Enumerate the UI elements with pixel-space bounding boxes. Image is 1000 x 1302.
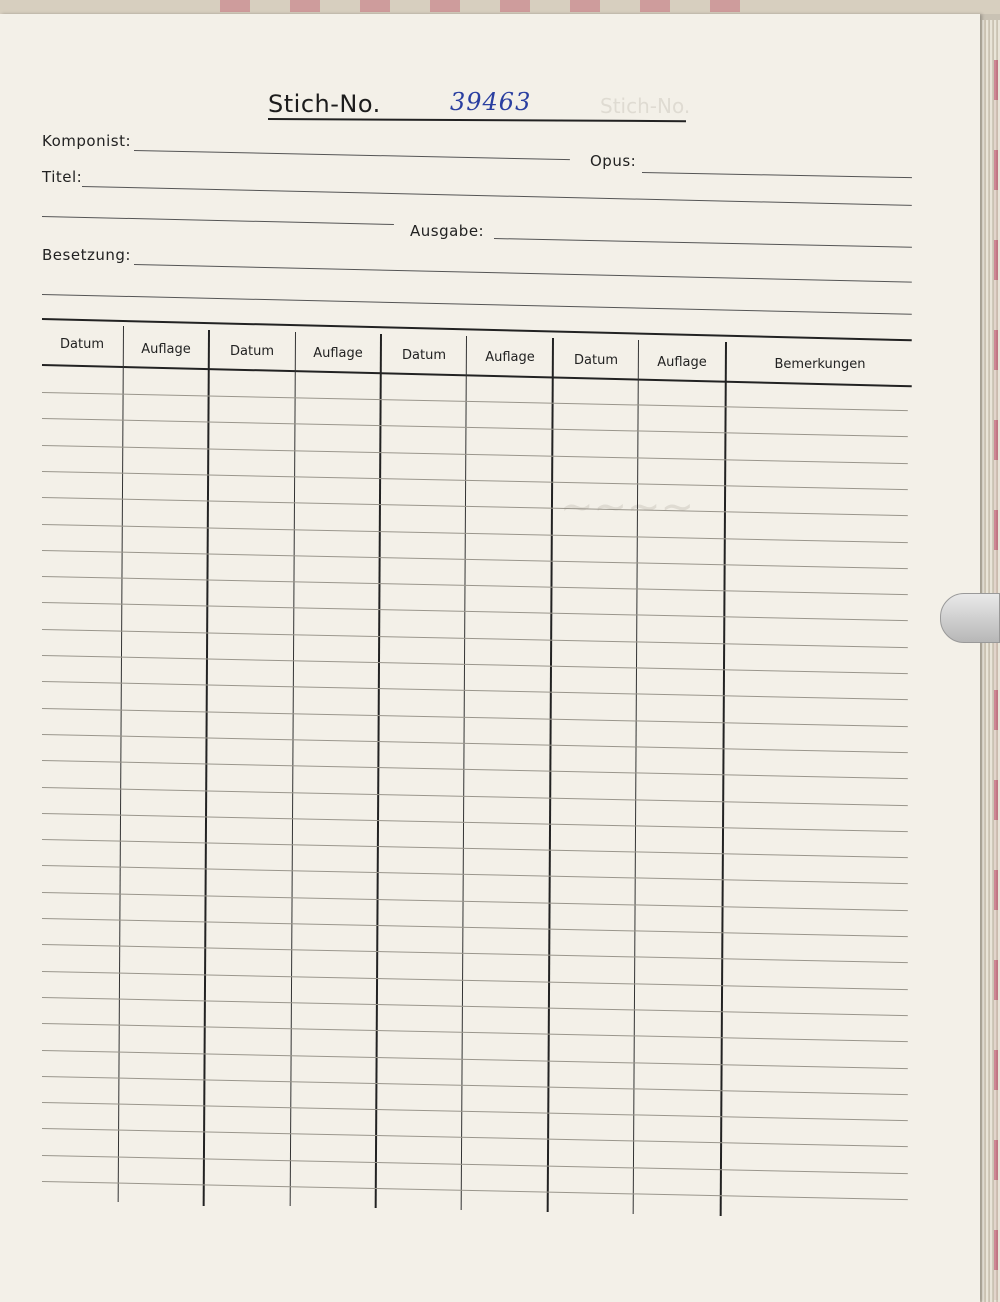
column-divider xyxy=(290,332,296,1206)
page-top-edge xyxy=(0,0,1000,14)
column-divider xyxy=(118,326,124,1202)
table-row-line xyxy=(42,445,908,464)
table-row-line xyxy=(42,1155,908,1174)
column-divider xyxy=(720,342,727,1216)
table-top-rule xyxy=(42,318,912,341)
table-row-line xyxy=(42,787,908,806)
table-row-line xyxy=(42,839,908,858)
table-row-line xyxy=(42,392,908,411)
stich-no-value: 39463 xyxy=(450,88,532,116)
titel-line-1 xyxy=(82,186,912,206)
table-row-line xyxy=(42,892,908,911)
besetzung-line-2 xyxy=(42,294,912,315)
titel-label: Titel: xyxy=(42,168,83,186)
show-through: ~~~~ xyxy=(560,484,695,530)
table-row-line xyxy=(42,865,908,884)
record-card xyxy=(0,14,980,1302)
table-row-line xyxy=(42,971,908,990)
table-row-line xyxy=(42,997,908,1016)
header-datum-1: Datum xyxy=(60,337,104,352)
table-row-line xyxy=(42,1023,908,1042)
table-row-line xyxy=(42,1076,908,1095)
header-datum-2: Datum xyxy=(230,344,274,359)
table-row-line xyxy=(42,734,908,753)
header-datum-3: Datum xyxy=(402,348,446,363)
table-row-line xyxy=(42,813,908,832)
table-row-line xyxy=(42,629,908,648)
besetzung-line-1 xyxy=(134,264,912,283)
header-auflage-2: Auflage xyxy=(313,346,363,361)
table-row-line xyxy=(42,418,908,437)
ausgabe-line xyxy=(494,238,912,248)
table-row-line xyxy=(42,918,908,937)
table-row-line xyxy=(42,602,908,621)
table-row-line xyxy=(42,550,908,569)
header-datum-4: Datum xyxy=(574,353,618,368)
stich-no-label: Stich-No. xyxy=(268,90,381,118)
table-row-line xyxy=(42,655,908,674)
table-row-line xyxy=(42,497,908,516)
column-divider xyxy=(203,330,210,1206)
table-row-line xyxy=(42,1181,908,1200)
column-divider xyxy=(547,338,554,1212)
column-divider xyxy=(461,336,467,1210)
opus-label: Opus: xyxy=(590,152,637,170)
opus-line xyxy=(642,172,912,178)
header-auflage-1: Auflage xyxy=(141,342,191,357)
ausgabe-label: Ausgabe: xyxy=(410,222,485,240)
table-row-line xyxy=(42,681,908,700)
column-divider xyxy=(375,334,382,1208)
besetzung-label: Besetzung: xyxy=(42,246,131,264)
column-divider xyxy=(633,340,639,1214)
table-row-line xyxy=(42,471,908,490)
table-row-line xyxy=(42,1050,908,1069)
red-edge-marks xyxy=(994,60,998,1300)
table-row-line xyxy=(42,1102,908,1121)
index-tab xyxy=(940,593,1000,643)
table-row-line xyxy=(42,760,908,779)
table-row-line xyxy=(42,708,908,727)
header-bemerkungen: Bemerkungen xyxy=(774,357,866,372)
stich-no-underline xyxy=(268,118,686,122)
header-auflage-3: Auflage xyxy=(485,350,535,365)
table-row-line xyxy=(42,1128,908,1147)
show-through: Stich-No. xyxy=(600,94,691,118)
komponist-line xyxy=(134,150,570,160)
table-row-line xyxy=(42,576,908,595)
komponist-label: Komponist: xyxy=(42,132,132,150)
header-auflage-4: Auflage xyxy=(657,355,707,370)
table-row-line xyxy=(42,944,908,963)
red-edge-marks xyxy=(220,0,740,12)
table-row-line xyxy=(42,524,908,543)
titel-line-2 xyxy=(42,216,394,225)
